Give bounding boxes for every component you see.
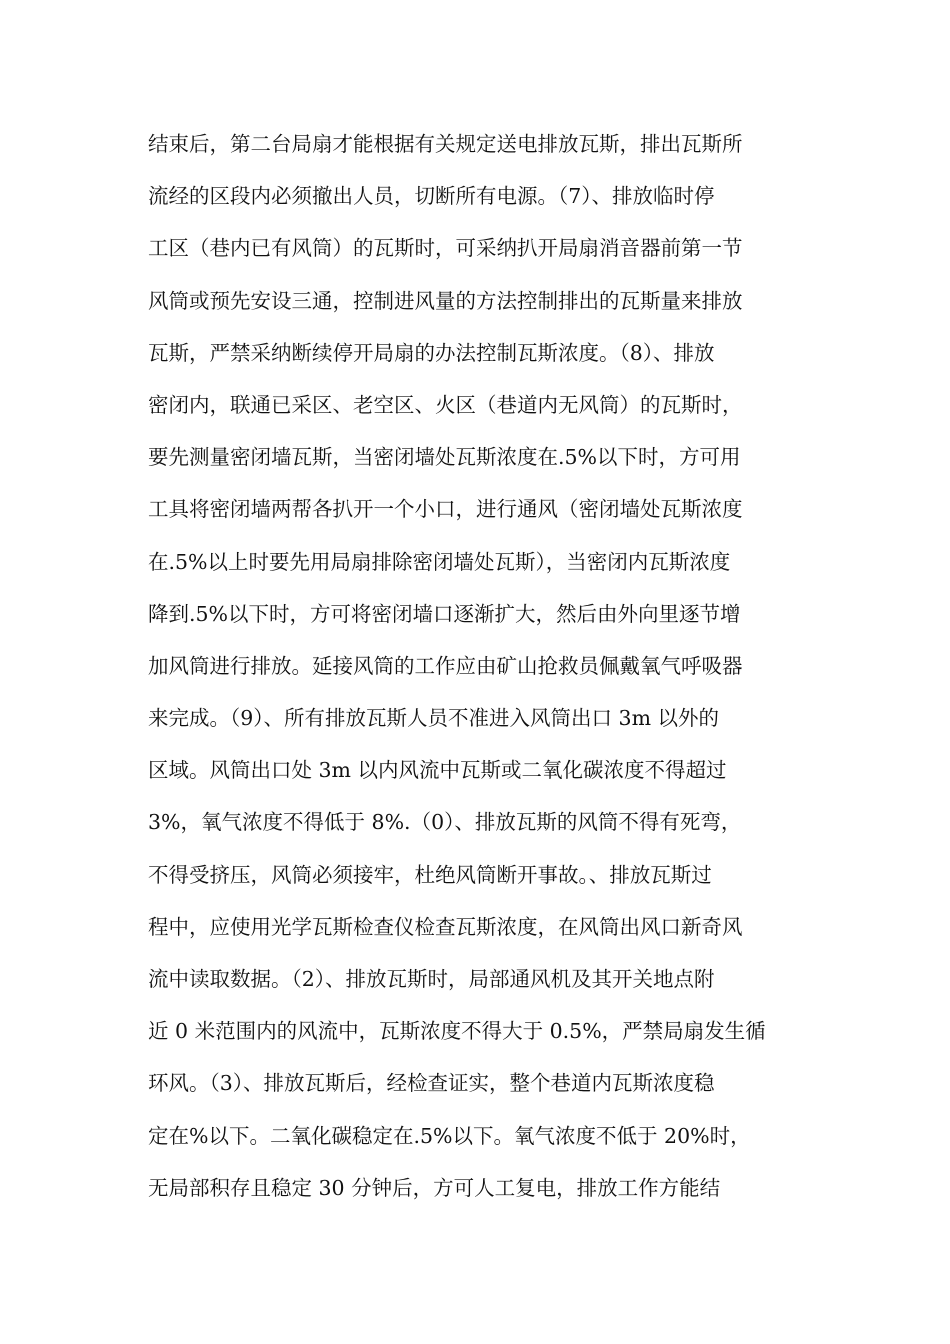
text-line: 要先测量密闭墙瓦斯，当密闭墙处瓦斯浓度在.5%以下时，方可用 xyxy=(148,445,741,470)
text-line: 3%，氧气浓度不得低于 8%.（0）、排放瓦斯的风筒不得有死弯， xyxy=(148,810,742,835)
text-line: 结束后，第二台局扇才能根据有关规定送电排放瓦斯，排出瓦斯所 xyxy=(148,132,743,156)
text-line: 密闭内，联通已采区、老空区、火区（巷道内无风筒）的瓦斯时， xyxy=(148,392,743,417)
text-line: 来完成。（9）、所有排放瓦斯人员不准进入风筒出口 3m 以外的 xyxy=(148,706,720,731)
text-line: 风筒或预先安设三通，控制进风量的方法控制排出的瓦斯量来排放 xyxy=(148,288,743,313)
text-line: 工具将密闭墙两帮各扒开一个小口，进行通风（密闭墙处瓦斯浓度 xyxy=(148,497,743,522)
text-line: 降到.5%以下时，方可将密闭墙口逐渐扩大，然后由外向里逐节增 xyxy=(148,601,741,626)
text-line: 近 0 米范围内的风流中，瓦斯浓度不得大于 0.5%，严禁局扇发生循 xyxy=(148,1019,766,1044)
text-line: 流经的区段内必须撤出人员，切断所有电源。（7）、排放临时停 xyxy=(148,184,715,209)
text-line: 环风。（3）、排放瓦斯后，经检查证实，整个巷道内瓦斯浓度稳 xyxy=(148,1071,715,1096)
text-line: 加风筒进行排放。延接风筒的工作应由矿山抢救员佩戴氧气呼吸器 xyxy=(148,653,743,678)
text-line: 区域。风筒出口处 3m 以内风流中瓦斯或二氧化碳浓度不得超过 xyxy=(148,758,727,783)
text-line: 工区（巷内已有风筒）的瓦斯时，可采纳扒开局扇消音器前第一节 xyxy=(148,236,743,261)
text-line: 在.5%以上时要先用局扇排除密闭墙处瓦斯），当密闭内瓦斯浓度 xyxy=(148,549,731,574)
text-line: 不得受挤压，风筒必须接牢，杜绝风筒断开事故。、排放瓦斯过 xyxy=(148,862,712,887)
text-line: 流中读取数据。（2）、排放瓦斯时，局部通风机及其开关地点附 xyxy=(148,967,715,991)
text-line: 定在%以下。二氧化碳稳定在.5%以下。氧气浓度不低于 20%时， xyxy=(148,1123,751,1148)
body-paragraph xyxy=(148,118,808,1214)
text-line: 程中，应使用光学瓦斯检查仪检查瓦斯浓度，在风筒出风口新奇风 xyxy=(148,914,743,939)
text-line: 瓦斯，严禁采纳断续停开局扇的办法控制瓦斯浓度。（8）、排放 xyxy=(148,340,715,365)
text-line: 无局部积存且稳定 30 分钟后，方可人工复电，排放工作方能结 xyxy=(148,1175,721,1200)
